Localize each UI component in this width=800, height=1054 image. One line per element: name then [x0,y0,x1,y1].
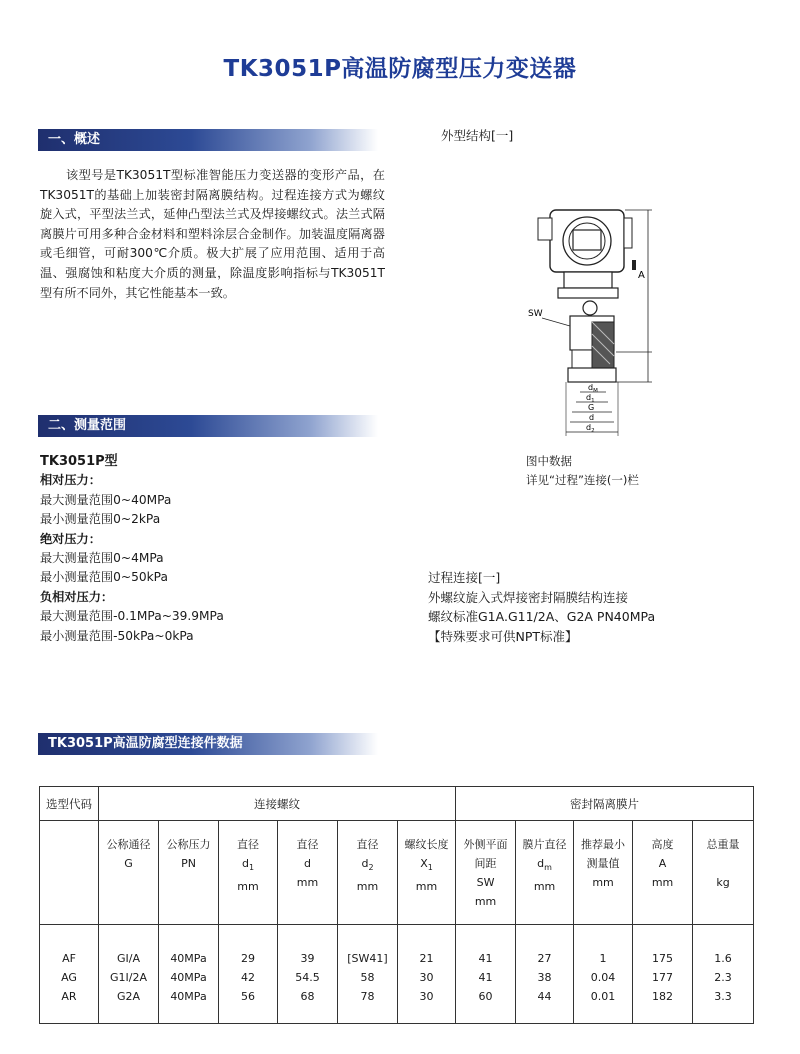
table-cell-value: 60 [478,990,493,1003]
param-header-line: A [658,857,667,870]
param-header-line: mm [296,876,319,889]
param-header-line [574,892,632,911]
relative-max: 最大测量范围0~40MPa [40,492,172,507]
table-cell-value: 30 [419,971,434,984]
absolute-min: 最小测量范围0~50kPa [40,570,168,585]
param-header-line [338,896,397,915]
param-header-line: d [304,857,311,870]
process-line-3: 螺纹标准G1A.G11/2A、G2A PN40MPa [428,609,656,624]
param-header [456,821,516,925]
param-header-line: 公称压力 [166,838,211,851]
table-cell-value: 21 [419,952,434,965]
param-header-line: SW [476,876,495,889]
param-header [278,821,338,925]
param-header [574,821,633,925]
value-cell [159,925,219,1024]
dimension-d1-label: $d_1$ [586,393,595,404]
param-header-line: 间距 [474,857,497,870]
param-header-line: 直径 [356,838,379,851]
value-cell [219,925,278,1024]
value-cell [456,925,516,1024]
table-cell-value: 40MPa [170,990,207,1003]
param-header-line: 外侧平面 [463,838,508,851]
page-title: TK3051P高温防腐型压力变送器 [223,56,577,82]
table-cell-value: 41 [478,952,493,965]
range-heading: 二、测量范围 [38,415,378,437]
dimension-d-label: d [589,413,595,422]
table-cell-value: 78 [360,990,375,1003]
param-header-line: 直径 [237,838,259,851]
param-header-line: 测量值 [586,857,620,870]
value-cell [99,925,159,1024]
table-cell-value: 41 [478,971,493,984]
overview-text: 该型号是TK3051T型标准智能压力变送器的变形产品，在TK3051T的基础上加装密封隔离膜结构。过程连接方式为螺纹旋入式，平型法兰式，延伸凸型法兰式及焊接螺纹式。法兰式隔离膜片可用多种合金材料和塑料涂层合金制作。加装温度隔离器或毛细管，可耐300℃介质。极大扩展了应用范围、适用于高温、强腐蚀和粘度大介质的测量，除温度影响指标与TK3051T型有所不同外，其它性能基本一致。 [40,168,385,300]
figure-note [526,452,639,490]
header-membrane-group: 密封隔离膜片 [456,787,754,821]
table-cell-value: 42 [241,971,255,984]
table-cell-value: 1 [599,952,607,965]
param-header-line [693,892,753,911]
table-cell-value: 58 [360,971,375,984]
absolute-max: 最大测量范围0~4MPa [40,551,164,566]
param-header-line: $d_m$ [537,857,552,873]
param-header [159,821,219,925]
param-header-line [99,892,158,911]
relative-min: 最小测量范围0~2kPa [40,512,161,527]
value-cell [338,925,398,1024]
header-model-code: 选型代码 [40,787,99,821]
table-cell-value: AG [61,971,77,984]
table-cell-value: 54.5 [295,971,320,984]
dimension-dm-label: $d_M$ [588,383,598,394]
range-model: TK3051P型 [40,454,118,469]
table-cell-value: 29 [241,952,255,965]
negative-max: 最大测量范围-0.1MPa~39.9MPa [40,609,224,624]
figure-note-line-1: 图中数据 [526,454,572,468]
table-cell-value: 1.6 [714,952,732,965]
dimension-g-label: G [588,403,595,412]
table-cell-value: 0.01 [590,990,616,1003]
param-header-line: $d_1$ [241,857,255,873]
param-header-line [159,873,218,892]
process-connection [428,568,655,646]
param-header-line: 高度 [651,838,674,851]
absolute-pressure-label: 绝对压力： [40,531,101,546]
table-cell-value: 44 [537,990,552,1003]
value-cell [278,925,338,1024]
table-heading: TK3051P高温防腐型连接件数据 [38,733,378,755]
param-header-line: mm [474,895,497,908]
param-header-line [693,854,753,873]
param-header-line: mm [237,880,259,894]
param-header [99,821,159,925]
param-header-line: 螺纹长度 [404,838,449,851]
param-header-line [633,892,692,911]
table-cell-value: 68 [300,990,315,1003]
connection-data-table [39,786,754,1024]
table-cell-value: 27 [537,952,552,965]
param-header-line: mm [651,876,674,889]
param-header-line: 推荐最小 [581,838,626,851]
table-cell-value: [SW41] [347,952,388,965]
param-header-line [278,892,337,911]
table-cell-value: 2.3 [714,971,732,984]
param-header-line: 公称通径 [106,838,151,851]
overview-heading: 一、概述 [38,129,378,151]
table-cell-value: 175 [652,952,674,965]
dimension-d2-label: $d_2$ [586,423,595,434]
table-cell-value: GI/A [117,952,140,965]
table-cell-value: 56 [241,990,255,1003]
table-data-rows [40,925,754,1024]
value-cell [693,925,754,1024]
process-line-4: 【特殊要求可供NPT标准】 [428,628,578,644]
param-header [633,821,693,925]
param-header [219,821,278,925]
table-cell-value: 0.04 [590,971,616,984]
table-cell-value: AF [62,952,76,965]
param-header [516,821,574,925]
param-header-line: 直径 [296,838,319,851]
measurement-range [40,452,224,646]
param-header-line: mm [592,876,614,889]
value-cell [398,925,456,1024]
relative-pressure-label: 相对压力： [40,473,101,488]
dimension-sw-label: SW [528,309,543,319]
param-header-line [219,896,277,915]
table-cell-value: 30 [419,990,434,1003]
process-line-2: 外螺纹旋入式焊接密封隔膜结构连接 [428,589,629,605]
param-header-line: mm [415,880,438,894]
negative-min: 最小测量范围-50kPa~0kPa [40,628,194,643]
value-cell [574,925,633,1024]
param-header-line [159,892,218,911]
value-cell [633,925,693,1024]
param-header-line: 膜片直径 [522,838,567,851]
param-header-line: mm [533,880,556,894]
table-cell-value: 39 [300,952,315,965]
table-cell-value: 38 [537,971,552,984]
process-line-1: 过程连接[一] [428,570,501,585]
table-cell-value: 177 [652,971,674,984]
table-cell-value: G2A [116,990,141,1003]
figure-caption: 外型结构[一] [441,128,514,143]
transmitter-drawing [520,196,670,446]
dimension-a-label: A [638,270,645,281]
negative-pressure-label: 负相对压力： [40,589,114,604]
model-col-spacer [40,821,99,925]
table-cell-value: G1I/2A [110,971,147,984]
param-header-line: PN [181,857,196,870]
param-header-line: G [124,857,133,870]
figure-note-line-2: 详见“过程”连接(一)栏 [526,473,639,487]
param-header-line: 总重量 [706,838,740,851]
table-cell-value: AR [61,990,77,1003]
table-cell-value: 3.3 [714,990,732,1003]
param-header-line: kg [716,876,730,889]
table-cell-value: 40MPa [170,952,207,965]
param-header-line [99,873,158,892]
param-header [398,821,456,925]
param-header-line [516,896,573,915]
table-cell-value: 182 [652,990,674,1003]
param-header-line: $X_1$ [420,857,433,873]
param-header-line [398,896,455,915]
param-header-line: $d_2$ [361,857,374,873]
model-code-cell [40,925,99,1024]
param-header [338,821,398,925]
param-header [693,821,754,925]
table-cell-value: 40MPa [170,971,207,984]
param-header-line: mm [356,880,379,894]
value-cell [516,925,574,1024]
header-thread-group: 连接螺纹 [99,787,456,821]
parameter-header-row [40,821,754,925]
